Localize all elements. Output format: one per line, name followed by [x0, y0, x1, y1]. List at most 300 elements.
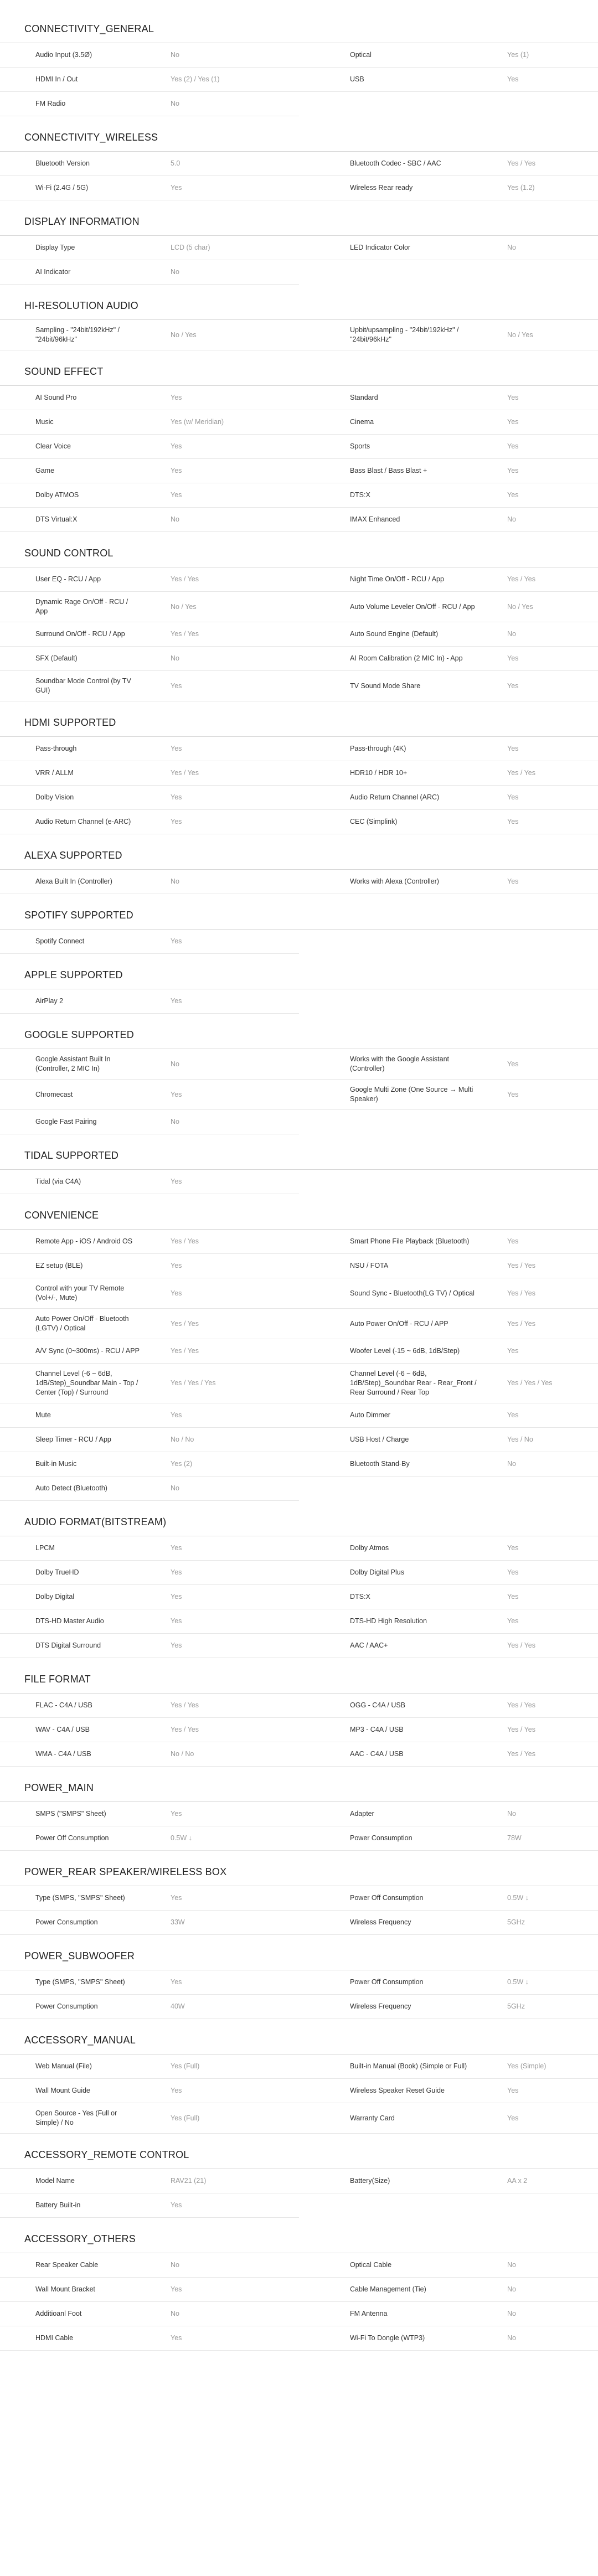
spec-value: Yes (Simple) — [507, 2062, 547, 2070]
spec-row — [0, 1403, 299, 1428]
spec-row — [299, 2054, 598, 2079]
spec-label: IMAX Enhanced — [350, 515, 400, 523]
spec-label: Audio Return Channel (ARC) — [350, 793, 440, 801]
spec-label: Bluetooth Version — [35, 159, 90, 167]
spec-value: Yes / Yes — [171, 1726, 199, 1733]
spec-section — [0, 910, 598, 954]
spec-grid — [0, 1886, 598, 1935]
spec-value: Yes — [507, 1411, 519, 1419]
section-title: SPOTIFY SUPPORTED — [24, 910, 133, 921]
spec-row — [0, 43, 299, 68]
spec-label: AirPlay 2 — [35, 997, 64, 1005]
spec-row — [299, 459, 598, 483]
spec-row — [0, 1049, 299, 1080]
spec-label: Bluetooth Stand-By — [350, 1460, 410, 1468]
spec-row — [0, 1339, 299, 1364]
spec-label: HDR10 / HDR 10+ — [350, 769, 408, 777]
spec-grid — [0, 235, 598, 285]
spec-label: DTS Digital Surround — [35, 1641, 101, 1649]
spec-value: Yes / Yes — [171, 1701, 199, 1709]
spec-section — [0, 1210, 598, 1501]
spec-row — [299, 2103, 598, 2134]
spec-section — [0, 23, 598, 116]
spec-label: Dolby Atmos — [350, 1544, 389, 1552]
spec-label: Power Consumption — [350, 1834, 413, 1842]
spec-label: FM Radio — [35, 100, 66, 107]
spec-value: Yes (2) / Yes (1) — [171, 75, 220, 83]
spec-label: AI Room Calibration (2 MIC In) - App — [350, 654, 463, 662]
spec-value: Yes / Yes — [171, 1237, 199, 1245]
spec-value: 5.0 — [171, 159, 181, 167]
spec-value: No — [171, 100, 179, 107]
spec-label: SFX (Default) — [35, 654, 78, 662]
spec-grid — [0, 736, 598, 834]
spec-value: 5GHz — [507, 1918, 525, 1926]
section-title: ACCESSORY_MANUAL — [24, 2035, 136, 2046]
spec-value: Yes — [507, 1617, 519, 1625]
spec-value: No — [507, 515, 516, 523]
spec-label: Channel Level (-6 ~ 6dB, 1dB/Step)_Soundbar Main - Top / Center (Top) / Surround — [35, 1370, 138, 1396]
spec-row — [299, 567, 598, 592]
spec-value: Yes — [171, 793, 182, 801]
spec-value: No — [507, 244, 516, 251]
spec-section — [0, 1150, 598, 1194]
spec-label: Optical Cable — [350, 2261, 392, 2269]
section-title: CONNECTIVITY_WIRELESS — [24, 132, 158, 143]
spec-row — [299, 810, 598, 834]
spec-value: Yes — [171, 745, 182, 752]
spec-grid — [0, 1536, 598, 1658]
spec-value: No — [507, 2261, 516, 2269]
spec-row — [299, 1694, 598, 1718]
spec-section — [0, 969, 598, 1014]
spec-row — [0, 410, 299, 435]
spec-label: Auto Detect (Bluetooth) — [35, 1484, 107, 1492]
spec-label: VRR / ALLM — [35, 769, 74, 777]
spec-value: Yes / Yes / Yes — [507, 1379, 553, 1387]
spec-row — [0, 1694, 299, 1718]
spec-label: Sleep Timer - RCU / App — [35, 1436, 111, 1443]
spec-value: Yes — [171, 491, 182, 499]
spec-label: A/V Sync (0~300ms) - RCU / APP — [35, 1347, 140, 1355]
spec-section — [0, 2149, 598, 2218]
spec-row — [0, 320, 299, 350]
spec-label: Sports — [350, 442, 370, 450]
spec-row — [0, 2302, 299, 2326]
spec-row — [0, 622, 299, 647]
section-title: POWER_REAR SPEAKER/WIRELESS BOX — [24, 1866, 227, 1877]
spec-value: Yes — [507, 1237, 519, 1245]
spec-value: No — [171, 877, 179, 885]
spec-value: Yes — [171, 818, 182, 825]
spec-row — [299, 1309, 598, 1339]
spec-value: Yes — [507, 2114, 519, 2122]
spec-row — [299, 1428, 598, 1452]
spec-value: No — [171, 1484, 179, 1492]
spec-label: DTS:X — [350, 491, 370, 499]
spec-row — [0, 1718, 299, 1742]
spec-value: Yes — [171, 442, 182, 450]
spec-value: No — [171, 1118, 179, 1126]
spec-label: Built-in Music — [35, 1460, 77, 1468]
spec-row — [299, 1995, 598, 2019]
spec-label: DTS-HD Master Audio — [35, 1617, 104, 1625]
spec-row — [299, 622, 598, 647]
spec-row — [0, 2103, 299, 2134]
spec-label: Wi-Fi (2.4G / 5G) — [35, 184, 89, 192]
spec-row — [0, 647, 299, 671]
spec-value: Yes — [507, 654, 519, 662]
spec-label: Remote App - iOS / Android OS — [35, 1237, 133, 1245]
spec-row — [0, 2326, 299, 2351]
spec-section — [0, 2233, 598, 2351]
spec-row — [0, 1477, 299, 1501]
spec-row — [299, 386, 598, 410]
spec-row — [299, 1742, 598, 1767]
spec-value: 33W — [171, 1918, 185, 1926]
spec-section — [0, 1516, 598, 1658]
spec-row — [299, 2326, 598, 2351]
spec-row — [0, 2253, 299, 2278]
spec-row — [0, 1886, 299, 1911]
spec-label: Night Time On/Off - RCU / App — [350, 575, 444, 583]
spec-label: Wi-Fi To Dongle (WTP3) — [350, 2334, 425, 2342]
spec-row — [0, 1254, 299, 1278]
spec-label: Auto Volume Leveler On/Off - RCU / App — [350, 602, 475, 611]
section-title: ALEXA SUPPORTED — [24, 850, 122, 861]
spec-section — [0, 132, 598, 200]
spec-row — [0, 1278, 299, 1309]
spec-value: No — [171, 2261, 179, 2269]
spec-label: Woofer Level (-15 ~ 6dB, 1dB/Step) — [350, 1347, 460, 1355]
spec-label: HDMI Cable — [35, 2334, 74, 2342]
spec-row — [0, 1802, 299, 1826]
spec-row — [299, 592, 598, 622]
spec-row — [299, 1049, 598, 1080]
section-title: SOUND EFFECT — [24, 366, 104, 377]
spec-label: Auto Dimmer — [350, 1411, 390, 1419]
spec-row — [0, 1585, 299, 1609]
spec-label: Bass Blast / Bass Blast + — [350, 467, 427, 474]
spec-row — [0, 236, 299, 260]
spec-label: AAC - C4A / USB — [350, 1750, 404, 1758]
spec-row — [299, 1561, 598, 1585]
spec-row — [0, 1609, 299, 1634]
spec-row — [299, 1230, 598, 1254]
spec-label: FLAC - C4A / USB — [35, 1701, 92, 1709]
spec-label: Wireless Frequency — [350, 2002, 411, 2010]
spec-value: 0.5W ↓ — [507, 1978, 529, 1986]
spec-row — [299, 2278, 598, 2302]
spec-value: No — [171, 1060, 179, 1068]
section-title: ACCESSORY_OTHERS — [24, 2233, 136, 2244]
spec-value: No / Yes — [171, 331, 197, 339]
spec-grid — [0, 2169, 598, 2218]
spec-label: Type (SMPS, "SMPS" Sheet) — [35, 1978, 125, 1986]
spec-value: Yes — [171, 1641, 182, 1649]
spec-value: Yes / Yes — [507, 1641, 535, 1649]
spec-label: User EQ - RCU / App — [35, 575, 101, 583]
spec-label: Power Off Consumption — [35, 1834, 109, 1842]
spec-label: TV Sound Mode Share — [350, 682, 421, 690]
spec-label: SMPS ("SMPS" Sheet) — [35, 1810, 106, 1818]
spec-value: Yes / Yes — [507, 1750, 535, 1758]
spec-row — [299, 2079, 598, 2103]
spec-value: AA x 2 — [507, 2177, 528, 2185]
spec-value: No / Yes — [507, 602, 533, 611]
spec-label: Wall Mount Bracket — [35, 2285, 95, 2293]
spec-value: Yes — [507, 1060, 519, 1068]
spec-label: Battery(Size) — [350, 2177, 390, 2185]
spec-grid — [0, 319, 598, 350]
spec-value: No — [171, 268, 179, 276]
spec-value: Yes / Yes — [171, 1319, 199, 1328]
spec-label: WAV - C4A / USB — [35, 1726, 90, 1733]
spec-value: Yes — [171, 1810, 182, 1818]
spec-value: Yes / Yes — [507, 769, 535, 777]
spec-value: Yes (Full) — [171, 2114, 200, 2122]
spec-row — [299, 68, 598, 92]
spec-label: Google Multi Zone (One Source → Multi Speaker) — [350, 1086, 473, 1103]
spec-row — [0, 989, 299, 1014]
spec-label: Display Type — [35, 244, 75, 251]
section-title: TIDAL SUPPORTED — [24, 1150, 119, 1161]
spec-row — [0, 1826, 299, 1851]
spec-section — [0, 2035, 598, 2134]
spec-row — [0, 1911, 299, 1935]
spec-row — [299, 647, 598, 671]
spec-row — [299, 1802, 598, 1826]
spec-value: 5GHz — [507, 2002, 525, 2010]
spec-label: Auto Sound Engine (Default) — [350, 630, 439, 638]
spec-grid — [0, 2054, 598, 2134]
spec-row — [299, 2169, 598, 2193]
spec-row — [299, 2302, 598, 2326]
spec-row — [299, 1403, 598, 1428]
spec-label: Clear Voice — [35, 442, 71, 450]
spec-row — [0, 2193, 299, 2218]
spec-value: No — [171, 51, 179, 59]
spec-grid — [0, 1229, 598, 1501]
spec-label: Auto Power On/Off - Bluetooth (LGTV) / Optical — [35, 1315, 129, 1332]
spec-label: Spotify Connect — [35, 937, 85, 945]
spec-label: LPCM — [35, 1544, 55, 1552]
spec-value: Yes — [171, 1617, 182, 1625]
spec-value: Yes — [507, 394, 519, 401]
spec-value: No — [507, 2285, 516, 2293]
spec-value: Yes / Yes — [507, 159, 535, 167]
spec-row — [299, 43, 598, 68]
spec-label: Power Consumption — [35, 1918, 98, 1926]
spec-label: LED Indicator Color — [350, 244, 411, 251]
spec-row — [0, 567, 299, 592]
spec-row — [299, 671, 598, 701]
spec-label: Tidal (via C4A) — [35, 1178, 81, 1185]
spec-value: 40W — [171, 2002, 185, 2010]
spec-row — [299, 483, 598, 508]
spec-row — [299, 1339, 598, 1364]
spec-row — [0, 459, 299, 483]
spec-row — [0, 930, 299, 954]
spec-grid — [0, 567, 598, 701]
spec-value: Yes (Full) — [171, 2062, 200, 2070]
spec-row — [0, 1452, 299, 1477]
spec-label: Optical — [350, 51, 372, 59]
spec-value: Yes — [171, 1289, 182, 1297]
spec-value: Yes / Yes — [507, 1319, 535, 1328]
spec-row — [299, 1886, 598, 1911]
spec-label: Auto Power On/Off - RCU / APP — [350, 1319, 448, 1328]
spec-row — [299, 1278, 598, 1309]
spec-row — [0, 1634, 299, 1658]
spec-label: Mute — [35, 1411, 51, 1419]
spec-value: No — [507, 2334, 516, 2342]
section-title: APPLE SUPPORTED — [24, 969, 123, 980]
spec-grid — [0, 869, 598, 894]
spec-value: 0.5W ↓ — [507, 1894, 529, 1902]
spec-value: Yes — [171, 2087, 182, 2094]
spec-row — [299, 1609, 598, 1634]
spec-row — [0, 1170, 299, 1194]
spec-value: Yes (2) — [171, 1460, 193, 1468]
spec-value: Yes / Yes — [507, 575, 535, 583]
spec-value: RAV21 (21) — [171, 2177, 207, 2185]
spec-label: Pass-through (4K) — [350, 745, 406, 752]
spec-row — [0, 810, 299, 834]
spec-section — [0, 717, 598, 834]
spec-row — [0, 761, 299, 786]
spec-row — [0, 435, 299, 459]
spec-value: Yes / Yes — [507, 1701, 535, 1709]
spec-label: HDMI In / Out — [35, 75, 78, 83]
spec-row — [299, 737, 598, 761]
spec-label: NSU / FOTA — [350, 1262, 389, 1269]
spec-row — [299, 1826, 598, 1851]
spec-row — [0, 68, 299, 92]
spec-row — [0, 92, 299, 116]
spec-value: Yes — [507, 75, 519, 83]
spec-label: Power Off Consumption — [350, 1978, 424, 1986]
spec-value: Yes (w/ Meridian) — [171, 418, 224, 426]
spec-label: Sound Sync - Bluetooth(LG TV) / Optical — [350, 1289, 475, 1297]
spec-value: No — [507, 1810, 516, 1818]
spec-value: No / Yes — [171, 602, 197, 611]
spec-value: Yes / Yes — [507, 1289, 535, 1297]
spec-value: Yes — [507, 491, 519, 499]
spec-row — [0, 1561, 299, 1585]
spec-label: Chromecast — [35, 1090, 73, 1098]
spec-label: Dolby Digital — [35, 1593, 75, 1601]
spec-label: Cable Management (Tie) — [350, 2285, 426, 2293]
spec-value: No — [171, 2310, 179, 2317]
spec-value: Yes — [507, 1347, 519, 1355]
section-title: CONVENIENCE — [24, 1210, 99, 1221]
spec-value: Yes / No — [507, 1436, 533, 1443]
spec-grid — [0, 1169, 598, 1194]
spec-value: Yes (1) — [507, 51, 529, 59]
spec-value: Yes — [171, 1894, 182, 1902]
spec-row — [0, 1742, 299, 1767]
spec-label: Audio Return Channel (e-ARC) — [35, 818, 131, 825]
spec-value: No / No — [171, 1436, 194, 1443]
spec-grid — [0, 2253, 598, 2351]
spec-row — [0, 2079, 299, 2103]
spec-row — [299, 761, 598, 786]
spec-row — [299, 320, 598, 350]
spec-label: Game — [35, 467, 55, 474]
spec-section — [0, 216, 598, 285]
spec-label: Dolby Digital Plus — [350, 1568, 404, 1576]
spec-label: Audio Input (3.5Ø) — [35, 51, 92, 59]
spec-label: Surround On/Off - RCU / App — [35, 630, 125, 638]
spec-value: Yes — [171, 1178, 182, 1185]
spec-value: Yes — [171, 1262, 182, 1269]
spec-grid — [0, 929, 598, 954]
spec-row — [299, 1585, 598, 1609]
spec-value: Yes — [171, 1411, 182, 1419]
spec-row — [299, 1970, 598, 1995]
spec-value: Yes — [171, 184, 182, 192]
spec-value: Yes — [171, 467, 182, 474]
spec-value: Yes — [171, 2201, 182, 2209]
spec-grid — [0, 1693, 598, 1767]
spec-label: Power Consumption — [35, 2002, 98, 2010]
spec-value: Yes / Yes — [507, 1262, 535, 1269]
spec-label: Google Assistant Built In (Controller, 2 MIC In) — [35, 1055, 111, 1072]
spec-label: Works with Alexa (Controller) — [350, 877, 439, 885]
spec-value: No — [507, 1460, 516, 1468]
spec-value: LCD (5 char) — [171, 244, 210, 251]
spec-value: Yes — [171, 1593, 182, 1601]
spec-value: Yes — [507, 793, 519, 801]
spec-label: Dynamic Rage On/Off - RCU / App — [35, 598, 128, 615]
spec-section — [0, 1782, 598, 1851]
spec-label: OGG - C4A / USB — [350, 1701, 406, 1709]
spec-row — [0, 2169, 299, 2193]
spec-label: Alexa Built In (Controller) — [35, 877, 112, 885]
spec-row — [0, 483, 299, 508]
spec-section — [0, 1029, 598, 1134]
spec-value: 0.5W ↓ — [171, 1834, 192, 1842]
spec-row — [0, 1970, 299, 1995]
spec-value: Yes — [507, 442, 519, 450]
spec-label: Dolby Vision — [35, 793, 74, 801]
spec-row — [0, 1428, 299, 1452]
spec-row — [0, 786, 299, 810]
section-title: GOOGLE SUPPORTED — [24, 1029, 134, 1040]
spec-label: Channel Level (-6 ~ 6dB, 1dB/Step)_Soundbar Rear - Rear_Front / Rear Surround / Rear Top — [350, 1370, 477, 1396]
spec-value: Yes / Yes — [507, 1726, 535, 1733]
section-title: POWER_MAIN — [24, 1782, 94, 1793]
spec-label: MP3 - C4A / USB — [350, 1726, 404, 1733]
spec-row — [299, 1364, 598, 1403]
spec-row — [299, 1634, 598, 1658]
section-title: FILE FORMAT — [24, 1674, 91, 1685]
spec-value: No / No — [171, 1750, 194, 1758]
section-title: HI-RESOLUTION AUDIO — [24, 300, 138, 311]
spec-label: Music — [35, 418, 54, 426]
spec-label: Wireless Rear ready — [350, 184, 413, 192]
spec-row — [0, 870, 299, 894]
spec-label: USB — [350, 75, 364, 83]
spec-value: Yes — [171, 1568, 182, 1576]
spec-label: Cinema — [350, 418, 374, 426]
spec-label: Open Source - Yes (Full or Simple) / No — [35, 2109, 117, 2126]
spec-row — [0, 2054, 299, 2079]
spec-row — [0, 671, 299, 701]
spec-value: Yes — [171, 1544, 182, 1552]
spec-label: Dolby ATMOS — [35, 491, 79, 499]
